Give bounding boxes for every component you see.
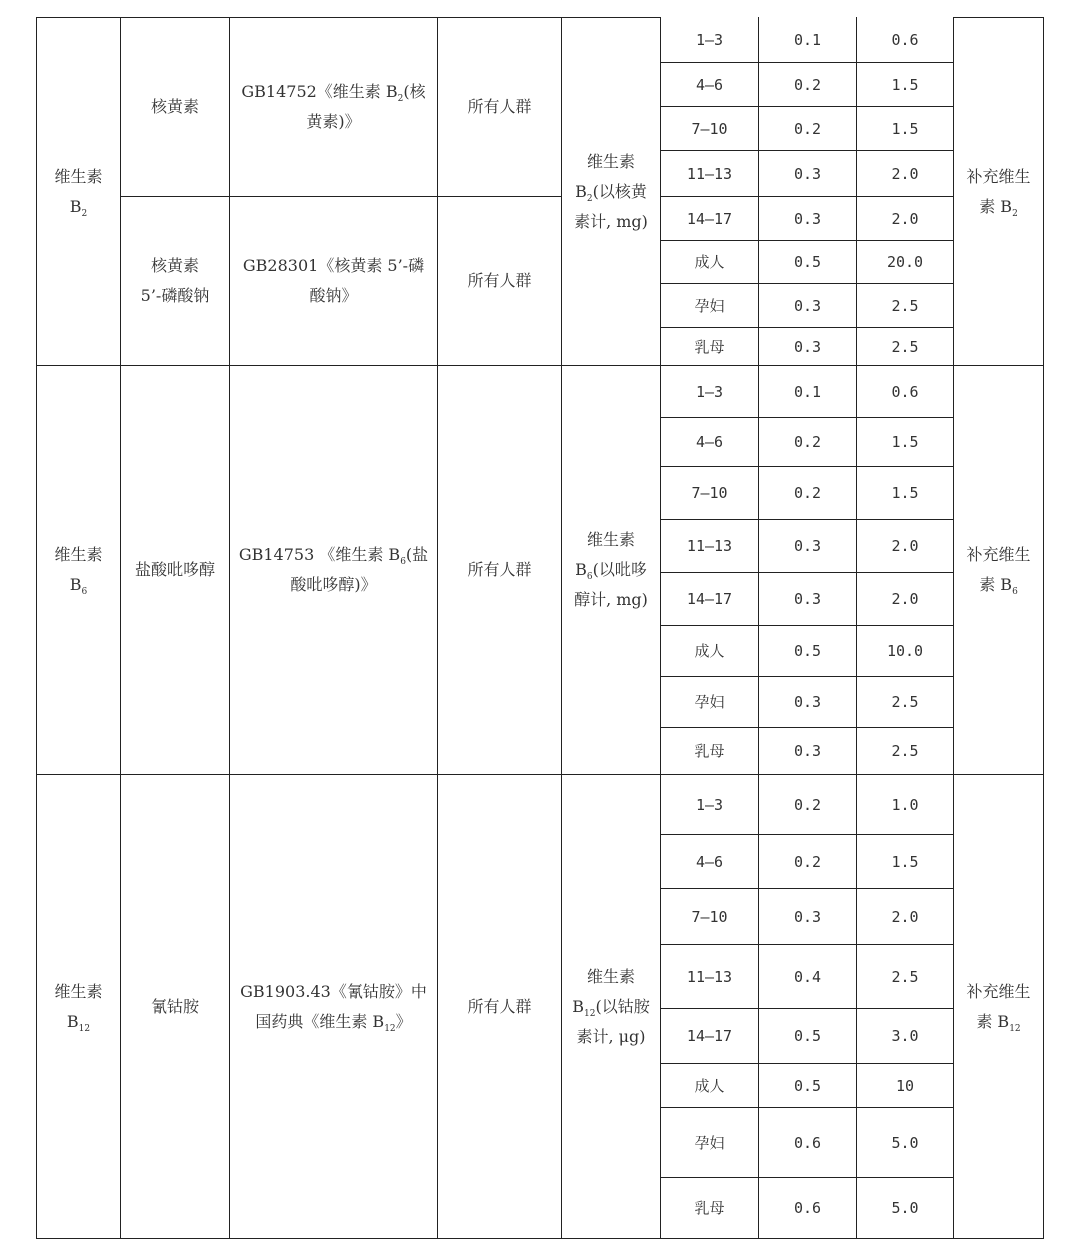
- standard-text-suffix: (核黄素)》: [306, 82, 426, 131]
- max-value-cell: 2.5: [857, 945, 954, 1009]
- max-value-cell: 1.0: [857, 775, 954, 835]
- age-group-cell: 11—13: [661, 151, 759, 197]
- population: 所有人群: [467, 271, 532, 290]
- max-value-cell: 10: [857, 1064, 954, 1108]
- indicator-unit: (以核黄素计, mg): [574, 181, 648, 231]
- max-value-cell: 5.0: [857, 1178, 954, 1239]
- purpose-subscript: 12: [1009, 1023, 1021, 1034]
- max-value-cell: 1.5: [857, 467, 954, 520]
- indicator-unit: (以钴胺素计, μg): [576, 996, 650, 1046]
- age-group-cell: 成人: [661, 241, 759, 284]
- compound-name: 核黄素: [150, 256, 199, 275]
- age-group-cell: 11—13: [661, 945, 759, 1009]
- min-value-cell: 0.3: [759, 197, 857, 241]
- min-value-cell: 0.3: [759, 573, 857, 626]
- min-value-cell: 0.2: [759, 775, 857, 835]
- max-value-cell: 0.6: [857, 18, 954, 63]
- standard-text-suffix: (盐酸吡哆醇)》: [290, 545, 429, 594]
- age-group-cell: 1—3: [661, 18, 759, 63]
- indicator-text: 维生素 B: [575, 151, 635, 201]
- population: 所有人群: [467, 560, 532, 579]
- purpose-text: 补充维生素 B: [966, 981, 1031, 1031]
- indicator-subscript: 6: [586, 572, 593, 583]
- table-body: [37, 18, 1044, 1239]
- nutrient-name-cell: [37, 18, 121, 366]
- max-value-cell: 2.5: [857, 328, 954, 366]
- compound-name-cell: [121, 18, 230, 197]
- purpose-text: 补充维生素 B: [966, 166, 1031, 216]
- age-group-cell: 14—17: [661, 573, 759, 626]
- max-value-cell: 5.0: [857, 1108, 954, 1178]
- age-group-cell: 4—6: [661, 63, 759, 107]
- age-group-cell: 孕妇: [661, 677, 759, 728]
- standard-text-suffix: 》: [395, 1011, 412, 1031]
- min-value-cell: 0.2: [759, 418, 857, 467]
- min-value-cell: 0.3: [759, 520, 857, 573]
- purpose-cell: [954, 18, 1044, 366]
- age-group-cell: 孕妇: [661, 1108, 759, 1178]
- min-value-cell: 0.5: [759, 626, 857, 677]
- min-value-cell: 0.2: [759, 107, 857, 151]
- compound-name: 盐酸吡哆醇: [134, 560, 215, 579]
- nutrient-name-cell: [37, 775, 121, 1239]
- nutrient-subscript: 6: [81, 587, 88, 598]
- age-group-cell: 7—10: [661, 889, 759, 945]
- max-value-cell: 0.6: [857, 366, 954, 418]
- age-group-cell: 1—3: [661, 366, 759, 418]
- min-value-cell: 0.3: [759, 889, 857, 945]
- compound-name-cell: [121, 775, 230, 1239]
- min-value-cell: 0.3: [759, 328, 857, 366]
- age-group-cell: 11—13: [661, 520, 759, 573]
- indicator-cell: [562, 775, 661, 1239]
- min-value-cell: 0.5: [759, 241, 857, 284]
- indicator-cell: [562, 366, 661, 775]
- standard-subscript: 6: [400, 557, 406, 568]
- max-value-cell: 2.5: [857, 677, 954, 728]
- standard-text: GB14753 《维生素 B: [238, 545, 401, 564]
- max-value-cell: 1.5: [857, 835, 954, 889]
- population-cell: [438, 197, 562, 366]
- min-value-cell: 0.5: [759, 1064, 857, 1108]
- max-value-cell: 1.5: [857, 63, 954, 107]
- indicator-cell: [562, 18, 661, 366]
- min-value-cell: 0.3: [759, 728, 857, 775]
- indicator-text: 维生素 B: [575, 530, 635, 579]
- age-group-cell: 7—10: [661, 107, 759, 151]
- compound-name: 核黄素: [150, 97, 199, 116]
- indicator-subscript: 12: [584, 1008, 596, 1019]
- min-value-cell: 0.1: [759, 366, 857, 418]
- standard-text: GB14752《维生素 B: [241, 82, 398, 101]
- age-group-cell: 成人: [661, 626, 759, 677]
- max-value-cell: 1.5: [857, 418, 954, 467]
- purpose-subscript: 6: [1012, 587, 1018, 598]
- max-value-cell: 2.0: [857, 197, 954, 241]
- age-group-cell: 14—17: [661, 1009, 759, 1064]
- min-value-cell: 0.3: [759, 284, 857, 328]
- purpose-cell: [954, 366, 1044, 775]
- min-value-cell: 0.6: [759, 1108, 857, 1178]
- standard-subscript: 12: [384, 1023, 396, 1034]
- age-group-cell: 1—3: [661, 775, 759, 835]
- table-row: [37, 366, 1044, 418]
- max-value-cell: 2.5: [857, 728, 954, 775]
- min-value-cell: 0.3: [759, 677, 857, 728]
- age-group-cell: 孕妇: [661, 284, 759, 328]
- population-cell: [438, 775, 562, 1239]
- max-value-cell: 2.5: [857, 284, 954, 328]
- min-value-cell: 0.4: [759, 945, 857, 1009]
- nutrient-name-cell: [37, 366, 121, 775]
- max-value-cell: 2.0: [857, 520, 954, 573]
- purpose-text: 补充维生素 B: [966, 545, 1031, 594]
- age-group-cell: 成人: [661, 1064, 759, 1108]
- standard-cell: [230, 197, 438, 366]
- standard-cell: [230, 18, 438, 197]
- nutrient-name: 维生素: [54, 545, 103, 564]
- population: 所有人群: [467, 97, 532, 116]
- max-value-cell: 2.0: [857, 151, 954, 197]
- nutrient-subscript: 12: [78, 1023, 91, 1034]
- compound-name-line2: 5’-磷酸钠: [140, 286, 210, 305]
- nutrient-letter-line: $B_{12}$: [66, 1011, 91, 1034]
- age-group-cell: 乳母: [661, 728, 759, 775]
- population: 所有人群: [467, 996, 532, 1016]
- indicator-text: 维生素 B: [572, 966, 635, 1016]
- age-group-cell: 14—17: [661, 197, 759, 241]
- standard-subscript: 2: [397, 94, 404, 105]
- nutrient-name: 维生素: [54, 166, 103, 186]
- table-row: [37, 775, 1044, 835]
- min-value-cell: 0.6: [759, 1178, 857, 1239]
- min-value-cell: 0.1: [759, 18, 857, 63]
- nutrient-letter-line: $B_6$: [69, 575, 88, 598]
- max-value-cell: 10.0: [857, 626, 954, 677]
- compound-name: 氰钴胺: [150, 996, 199, 1016]
- max-value-cell: 1.5: [857, 107, 954, 151]
- min-value-cell: 0.2: [759, 467, 857, 520]
- max-value-cell: 20.0: [857, 241, 954, 284]
- table-row: [37, 197, 1044, 241]
- population-cell: [438, 18, 562, 197]
- indicator-unit: (以吡哆醇计, mg): [574, 560, 648, 609]
- nutrient-subscript: 2: [81, 208, 88, 219]
- age-group-cell: 乳母: [661, 328, 759, 366]
- compound-name-cell: [121, 366, 230, 775]
- population-cell: [438, 366, 562, 775]
- min-value-cell: 0.5: [759, 1009, 857, 1064]
- max-value-cell: 3.0: [857, 1009, 954, 1064]
- vitamin-b-dosage-table: [36, 17, 1044, 1239]
- max-value-cell: 2.0: [857, 573, 954, 626]
- age-group-cell: 乳母: [661, 1178, 759, 1239]
- min-value-cell: 0.2: [759, 63, 857, 107]
- standard-cell: [230, 366, 438, 775]
- purpose-subscript: 2: [1012, 208, 1018, 219]
- min-value-cell: 0.3: [759, 151, 857, 197]
- purpose-cell: [954, 775, 1044, 1239]
- nutrient-name: 维生素: [54, 981, 103, 1001]
- min-value-cell: 0.2: [759, 835, 857, 889]
- indicator-subscript: 2: [586, 193, 593, 204]
- table-row: [37, 18, 1044, 63]
- max-value-cell: 2.0: [857, 889, 954, 945]
- nutrient-letter-line: $B_2$: [69, 196, 88, 219]
- compound-name-cell: [121, 197, 230, 366]
- age-group-cell: 4—6: [661, 418, 759, 467]
- standard-text: GB1903.43《氰钴胺》中国药典《维生素 B: [240, 981, 427, 1031]
- age-group-cell: 7—10: [661, 467, 759, 520]
- standard-cell: [230, 775, 438, 1239]
- standard-text: GB28301《核黄素 5’-磷酸钠》: [242, 256, 425, 305]
- age-group-cell: 4—6: [661, 835, 759, 889]
